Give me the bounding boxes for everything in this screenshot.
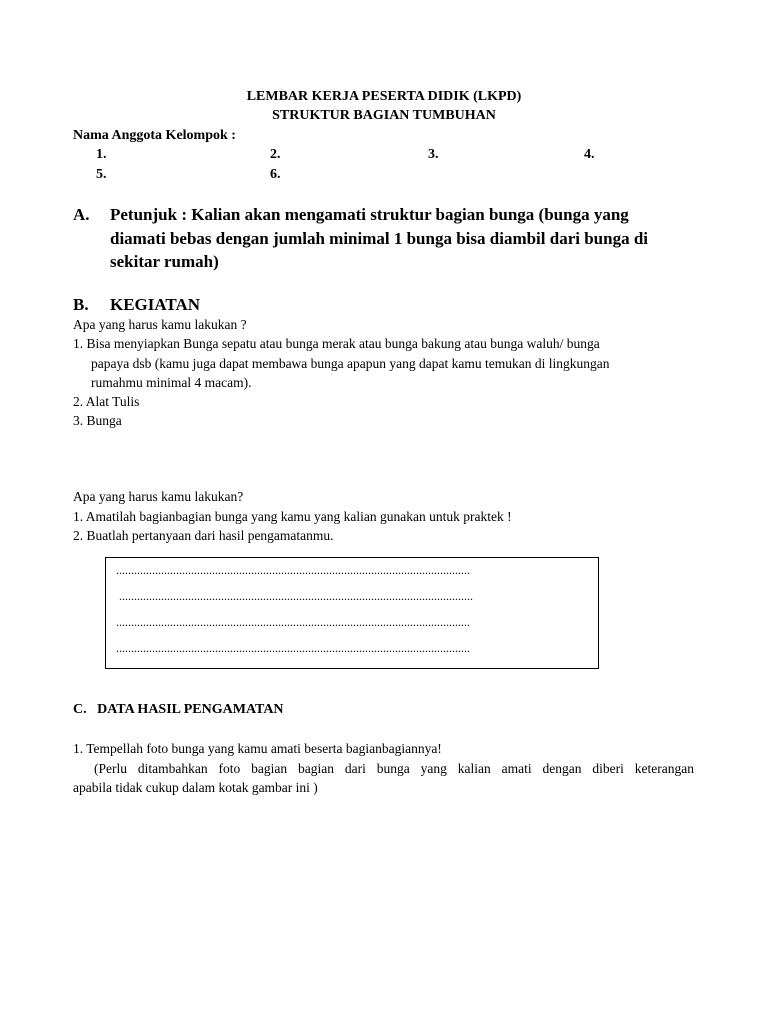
- member-slot-1: 1.: [96, 147, 107, 162]
- section-a-line-1: Petunjuk : Kalian akan mengamati struktur bagian bunga (bunga yang: [110, 205, 629, 224]
- group-label: Nama Anggota Kelompok :: [73, 128, 236, 143]
- member-slot-5: 5.: [96, 167, 107, 182]
- member-slot-3: 3.: [428, 147, 439, 162]
- answer-line-3[interactable]: ......................................................................................................................: [116, 615, 470, 629]
- section-a-line-2: diamati bebas dengan jumlah minimal 1 bunga bisa diambil dari bunga di: [110, 229, 649, 248]
- section-b-letter: B.: [73, 295, 89, 314]
- document-subtitle: STRUKTUR BAGIAN TUMBUHAN: [272, 108, 496, 123]
- task-item-2: 2. Buatlah pertanyaan dari hasil pengamatanmu.: [73, 528, 334, 543]
- activity-item-1-cont-2: rumahmu minimal 4 macam).: [91, 375, 252, 390]
- observation-note-line-1: (Perlu ditambahkan foto bagian bagian dari bunga yang kalian amati dengan diberi keterangan: [94, 761, 694, 776]
- observation-item-1: 1. Tempellah foto bunga yang kamu amati beserta bagianbagiannya!: [73, 741, 442, 756]
- document-title: LEMBAR KERJA PESERTA DIDIK (LKPD): [246, 89, 522, 104]
- question-2: Apa yang harus kamu lakukan?: [73, 489, 244, 504]
- answer-line-1[interactable]: ......................................................................................................................: [116, 563, 470, 577]
- answer-line-2[interactable]: ......................................................................................................................: [119, 589, 473, 603]
- question-1: Apa yang harus kamu lakukan ?: [73, 317, 247, 332]
- activity-item-1: 1. Bisa menyiapkan Bunga sepatu atau bunga merak atau bunga bakung atau bunga waluh/ bunga: [73, 336, 600, 351]
- observation-note-line-2: apabila tidak cukup dalam kotak gambar ini ): [73, 780, 318, 795]
- activity-item-1-cont: papaya dsb (kamu juga dapat membawa bunga apapun yang dapat kamu temukan di lingkungan: [91, 356, 610, 371]
- member-slot-2: 2.: [270, 147, 281, 162]
- section-a-line-3: sekitar rumah): [110, 252, 219, 271]
- member-slot-4: 4.: [584, 147, 595, 162]
- task-item-1: 1. Amatilah bagianbagian bunga yang kamu yang kalian gunakan untuk praktek !: [73, 509, 512, 524]
- section-a-letter: A.: [73, 205, 90, 224]
- activity-item-3: 3. Bunga: [73, 413, 122, 428]
- activity-item-2: 2. Alat Tulis: [73, 394, 140, 409]
- member-slot-6: 6.: [270, 167, 281, 182]
- section-c-heading: C. DATA HASIL PENGAMATAN: [73, 702, 284, 717]
- section-b-heading: KEGIATAN: [110, 295, 201, 314]
- answer-line-4[interactable]: ......................................................................................................................: [116, 641, 470, 655]
